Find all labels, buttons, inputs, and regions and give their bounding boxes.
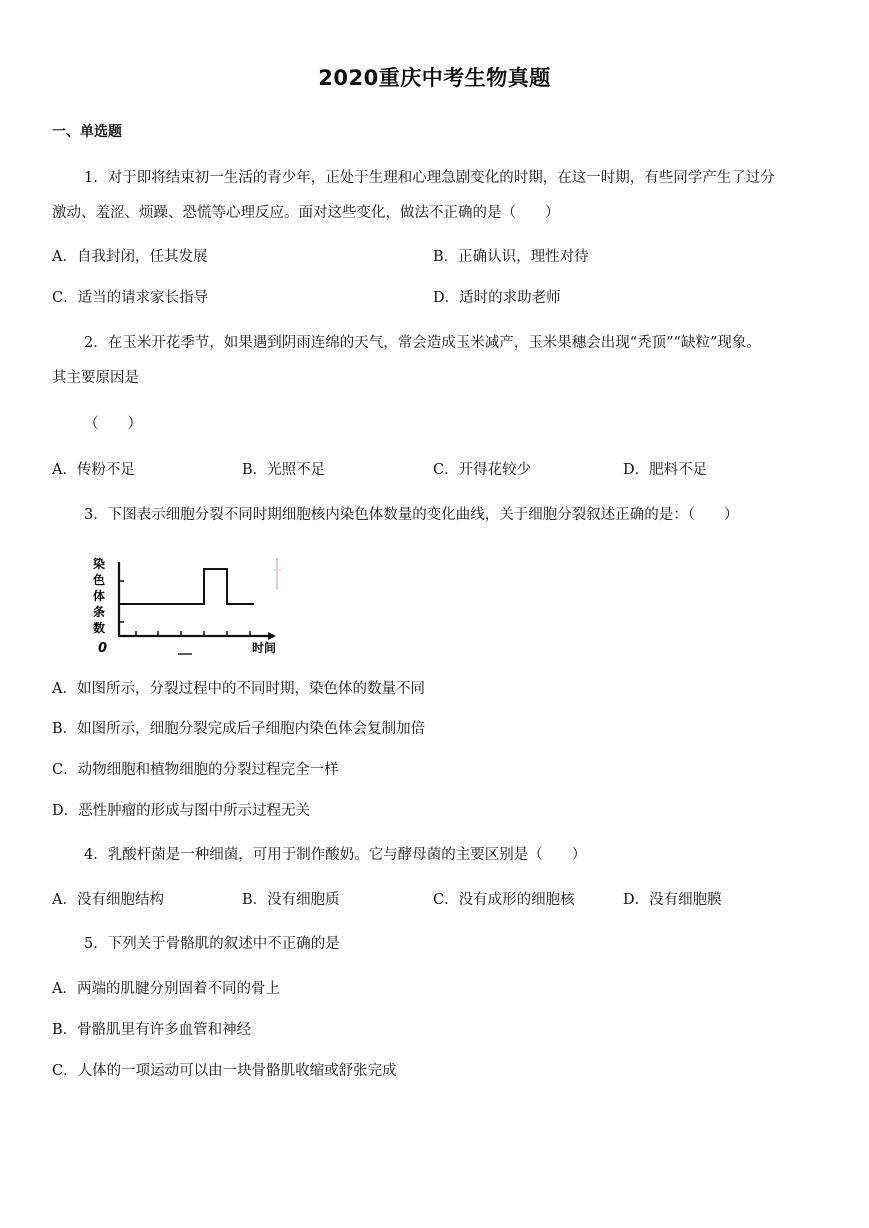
q3-option-a: A．如图所示，分裂过程中的不同时期，染色体的数量不同 xyxy=(52,681,425,697)
q5-option-a: A．两端的肌腱分别固着不同的骨上 xyxy=(52,981,280,997)
q1-stem-line2: 激动、羞涩、烦躁、恐慌等心理反应。面对这些变化，做法不正确的是（ ） xyxy=(52,205,560,221)
q5-stem: 5．下列关于骨骼肌的叙述中不正确的是 xyxy=(84,936,340,952)
q2-option-a: A．传粉不足 xyxy=(52,462,135,478)
q2-stem-line2: 其主要原因是 xyxy=(52,370,139,386)
figure-origin-label: 0 xyxy=(98,641,108,656)
page-title: 2020重庆中考生物真题 xyxy=(318,66,551,90)
q4-option-b: B．没有细胞质 xyxy=(242,892,340,908)
q2-option-c: C．开得花较少 xyxy=(433,462,532,478)
q1-stem-line1: 1．对于即将结束初一生活的青少年，正处于生理和心理急剧变化的时期，在这一时期，有些同学产生了过分 xyxy=(84,170,775,186)
faint-scan-mark xyxy=(270,556,284,592)
chromosome-count-figure xyxy=(88,550,288,660)
chromosome-curve xyxy=(119,569,254,604)
q2-stem-line3: （ ） xyxy=(84,416,142,432)
q4-option-a: A．没有细胞结构 xyxy=(52,892,164,908)
figure-ylabel-char: 色 xyxy=(93,573,106,587)
q3-option-c: C．动物细胞和植物细胞的分裂过程完全一样 xyxy=(52,762,339,778)
figure-ylabel-char: 体 xyxy=(93,589,106,603)
q1-option-a: A．自我封闭，任其发展 xyxy=(52,249,208,265)
figure-ylabel-char: 数 xyxy=(93,621,106,635)
q1-option-b: B．正确认识，理性对待 xyxy=(433,249,589,265)
q3-option-b: B．如图所示，细胞分裂完成后子细胞内染色体会复制加倍 xyxy=(52,721,426,737)
q2-stem-line1: 2．在玉米开花季节，如果遇到阴雨连绵的天气，常会造成玉米减产，玉米果穗会出现“秃顶”“缺粒”现象。 xyxy=(84,335,761,351)
q1-option-d: D．适时的求助老师 xyxy=(433,290,561,306)
q3-option-d: D．恶性肿瘤的形成与图中所示过程无关 xyxy=(52,803,311,819)
q4-option-c: C．没有成形的细胞核 xyxy=(433,892,575,908)
figure-x-arrow xyxy=(268,632,276,640)
figure-xlabel: 时间 xyxy=(252,641,277,655)
figure-ylabel-char: 条 xyxy=(93,605,106,619)
q1-option-c: C．适当的请求家长指导 xyxy=(52,290,209,306)
section-heading: 一、单选题 xyxy=(52,124,122,140)
q5-option-c: C．人体的一项运动可以由一块骨骼肌收缩或舒张完成 xyxy=(52,1063,397,1079)
q2-option-d: D．肥料不足 xyxy=(623,462,708,478)
q2-option-b: B．光照不足 xyxy=(242,462,326,478)
q4-option-d: D．没有细胞膜 xyxy=(623,892,722,908)
q4-stem: 4．乳酸杆菌是一种细菌，可用于制作酸奶。它与酵母菌的主要区别是（ ） xyxy=(84,847,587,863)
q3-stem: 3．下图表示细胞分裂不同时期细胞核内染色体数量的变化曲线，关于细胞分裂叙述正确的是：（ ） xyxy=(84,507,739,523)
figure-ylabel-char: 染 xyxy=(93,557,106,571)
q5-option-b: B．骨骼肌里有许多血管和神经 xyxy=(52,1022,252,1038)
